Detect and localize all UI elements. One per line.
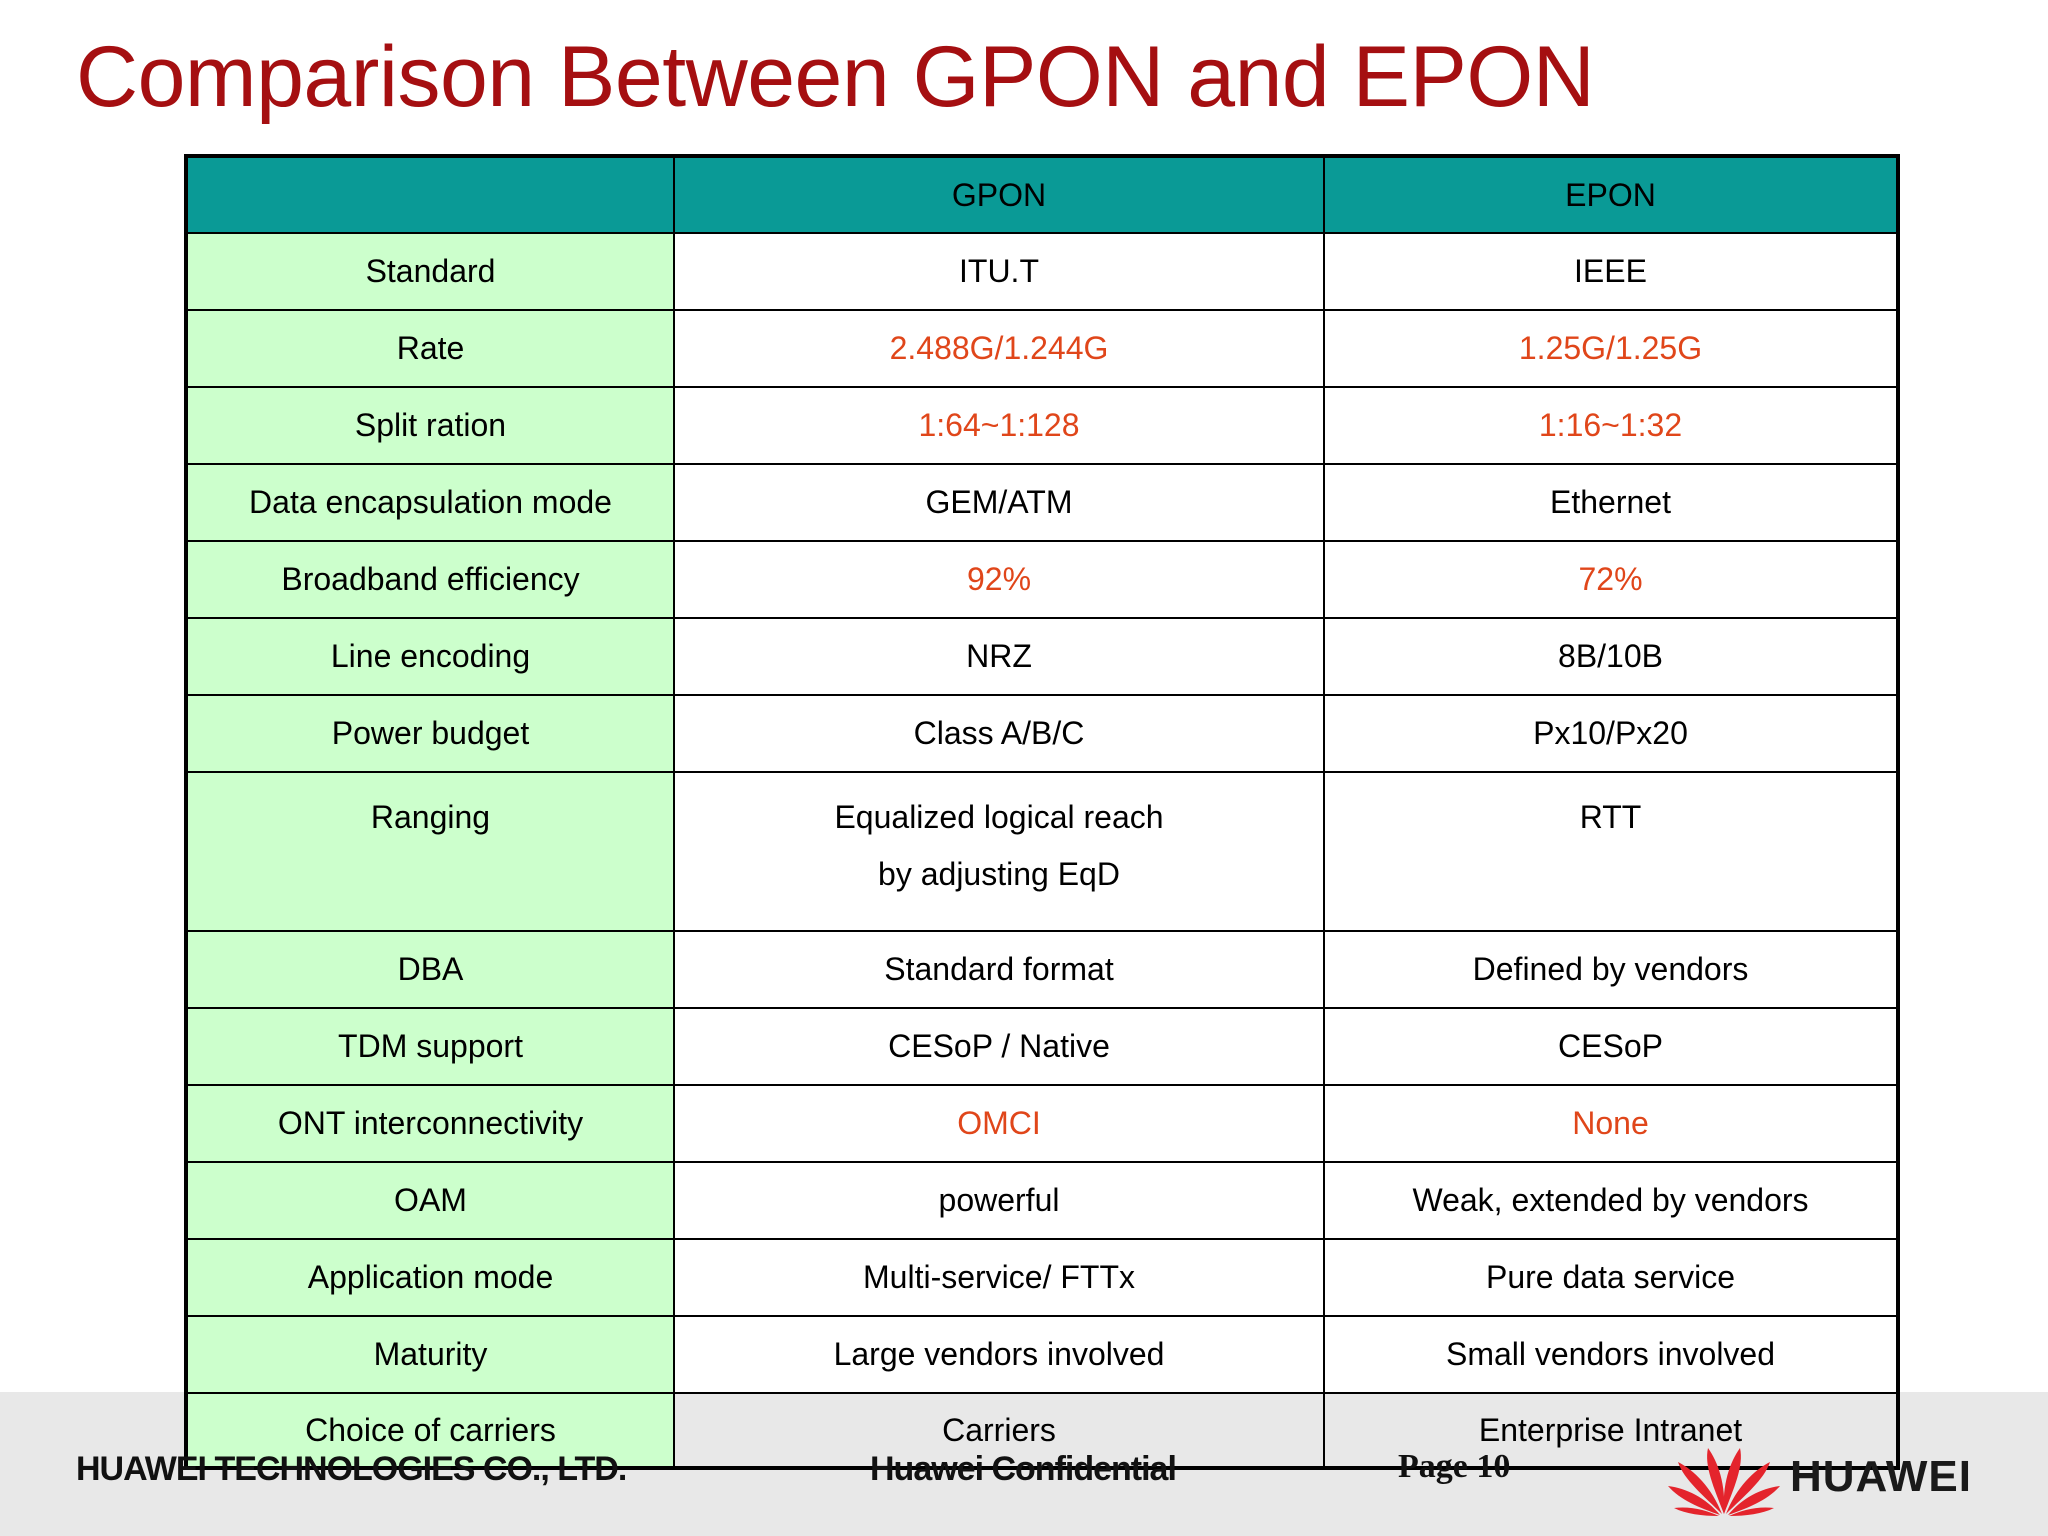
row-label-cell: Data encapsulation mode [186, 464, 674, 541]
epon-value-cell: 72% [1324, 541, 1898, 618]
row-label-cell: TDM support [186, 1008, 674, 1085]
header-cell-epon: EPON [1324, 156, 1898, 233]
footer-company: HUAWEI TECHNOLOGIES CO., LTD. [76, 1450, 627, 1488]
epon-value-cell: 1.25G/1.25G [1324, 310, 1898, 387]
gpon-value-cell: 1:64~1:128 [674, 387, 1324, 464]
gpon-value-cell: Carriers [674, 1393, 1324, 1468]
table-row [186, 931, 1898, 1008]
table-row [186, 1008, 1898, 1085]
table-row [186, 1085, 1898, 1162]
table-row [186, 1162, 1898, 1239]
table-row [186, 541, 1898, 618]
huawei-petal-logo-icon [1664, 1438, 1784, 1518]
epon-value-cell: RTT [1324, 772, 1898, 931]
row-label-cell: Broadband efficiency [186, 541, 674, 618]
epon-value-cell: Enterprise Intranet [1324, 1393, 1898, 1468]
header-cell-empty [186, 156, 674, 233]
epon-value-cell: Weak, extended by vendors [1324, 1162, 1898, 1239]
table-row [186, 233, 1898, 310]
header-cell-gpon: GPON [674, 156, 1324, 233]
gpon-value-cell: ITU.T [674, 233, 1324, 310]
gpon-value-cell: Large vendors involved [674, 1316, 1324, 1393]
gpon-value-cell: 2.488G/1.244G [674, 310, 1324, 387]
comparison-table [184, 154, 1900, 1470]
table-header-row [186, 156, 1898, 233]
epon-value-cell: Defined by vendors [1324, 931, 1898, 1008]
epon-value-cell: Px10/Px20 [1324, 695, 1898, 772]
row-label-cell: OAM [186, 1162, 674, 1239]
row-label-cell: Choice of carriers [186, 1393, 674, 1468]
table-row [186, 772, 1898, 931]
gpon-value-cell: Multi-service/ FTTx [674, 1239, 1324, 1316]
gpon-value-cell [674, 772, 1324, 931]
gpon-value-line1: Equalized logical reach [834, 799, 1164, 835]
table-row [186, 1239, 1898, 1316]
gpon-value-cell: powerful [674, 1162, 1324, 1239]
table-row [186, 387, 1898, 464]
gpon-value-cell: Standard format [674, 931, 1324, 1008]
epon-value-cell: None [1324, 1085, 1898, 1162]
row-label-cell: ONT interconnectivity [186, 1085, 674, 1162]
epon-value-cell: IEEE [1324, 233, 1898, 310]
footer-confidential: Huawei Confidential [870, 1450, 1176, 1488]
table-row [186, 464, 1898, 541]
gpon-value-cell: CESoP / Native [674, 1008, 1324, 1085]
gpon-value-cell: Class A/B/C [674, 695, 1324, 772]
gpon-value-cell: OMCI [674, 1085, 1324, 1162]
row-label-cell: Standard [186, 233, 674, 310]
huawei-logo-text: HUAWEI [1790, 1452, 1972, 1501]
slide-title: Comparison Between GPON and EPON [76, 29, 1595, 125]
row-label-cell: DBA [186, 931, 674, 1008]
row-label-cell: Line encoding [186, 618, 674, 695]
epon-value-cell: Small vendors involved [1324, 1316, 1898, 1393]
row-label-cell: Split ration [186, 387, 674, 464]
row-label-cell: Maturity [186, 1316, 674, 1393]
table-row [186, 310, 1898, 387]
epon-value-cell: CESoP [1324, 1008, 1898, 1085]
table-row [186, 695, 1898, 772]
row-label-cell: Power budget [186, 695, 674, 772]
epon-value-cell: Ethernet [1324, 464, 1898, 541]
epon-value-cell: 8B/10B [1324, 618, 1898, 695]
row-label-cell: Rate [186, 310, 674, 387]
gpon-value-cell: 92% [674, 541, 1324, 618]
table-row [186, 1316, 1898, 1393]
row-label-cell: Application mode [186, 1239, 674, 1316]
table-row [186, 618, 1898, 695]
row-label-cell: Ranging [186, 772, 674, 931]
footer-page-number: Page 10 [1398, 1448, 1511, 1485]
epon-value-cell: 1:16~1:32 [1324, 387, 1898, 464]
gpon-value-line2: by adjusting EqD [878, 856, 1120, 892]
gpon-value-cell: NRZ [674, 618, 1324, 695]
epon-value-cell: Pure data service [1324, 1239, 1898, 1316]
gpon-value-cell: GEM/ATM [674, 464, 1324, 541]
